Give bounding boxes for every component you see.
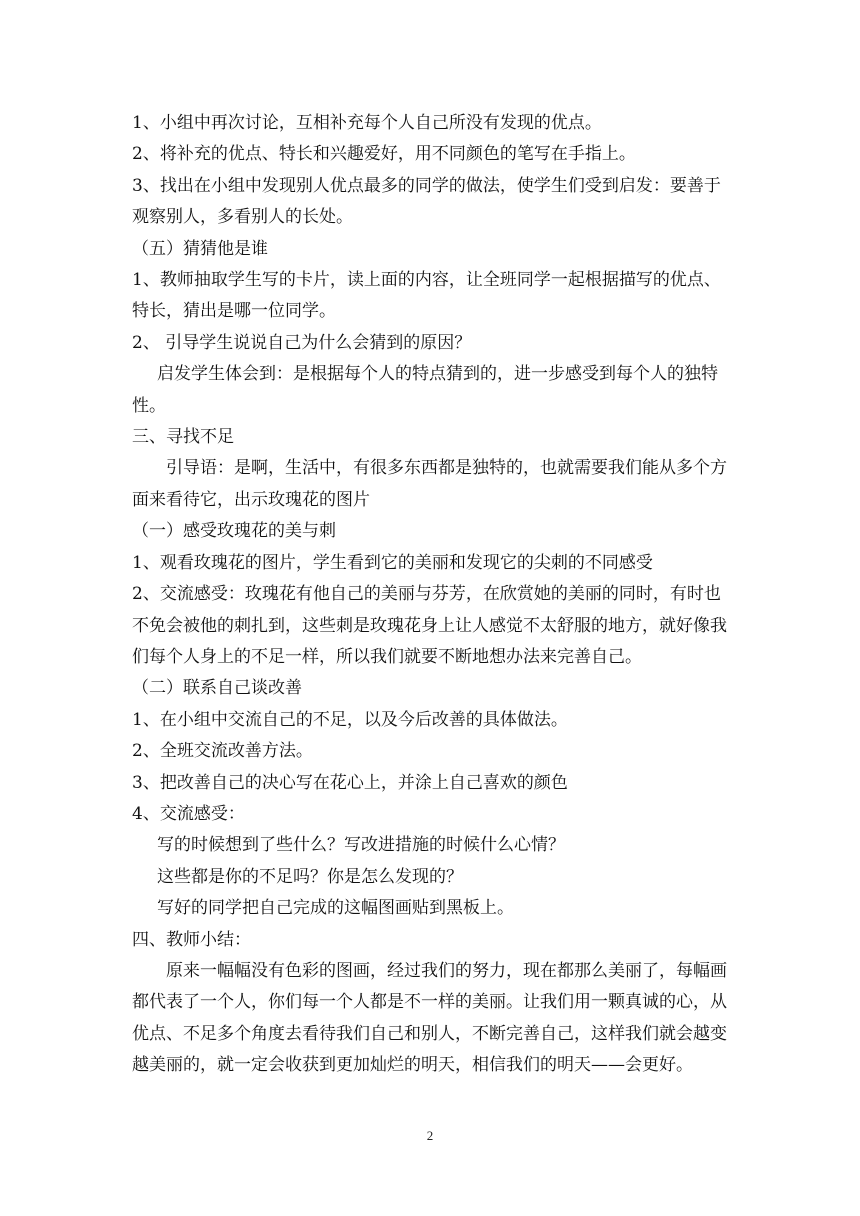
text-line: 优点、不足多个角度去看待我们自己和别人，不断完善自己，这样我们就会越变 bbox=[132, 1023, 727, 1044]
text-line: 1、小组中再次讨论，互相补充每个人自己所没有发现的优点。 bbox=[132, 113, 602, 133]
text-line: 原来一幅幅没有色彩的图画，经过我们的努力，现在都那么美丽了，每幅画 bbox=[166, 960, 727, 981]
section-heading: （一）感受玫瑰花的美与刺 bbox=[132, 521, 336, 542]
text-line: 观察别人，多看别人的长处。 bbox=[132, 207, 353, 228]
text-line: 性。 bbox=[132, 395, 166, 416]
section-heading: （五）猜猜他是谁 bbox=[132, 238, 268, 259]
text-line: 4、交流感受： bbox=[132, 803, 245, 824]
text-line: 3、找出在小组中发现别人优点最多的同学的做法，使学生们受到启发：要善于 bbox=[132, 175, 721, 196]
text-line: 1、在小组中交流自己的不足，以及今后改善的具体做法。 bbox=[132, 709, 568, 730]
page-number: 2 bbox=[426, 1128, 434, 1143]
text-line: 越美丽的，就一定会收获到更加灿烂的明天，相信我们的明天——会更好。 bbox=[132, 1055, 693, 1076]
section-heading: 四、教师小结： bbox=[132, 929, 251, 950]
text-line: 写好的同学把自己完成的这幅图画贴到黑板上。 bbox=[157, 898, 514, 919]
text-line: 引导语：是啊，生活中，有很多东西都是独特的，也就需要我们能从多个方 bbox=[166, 458, 727, 479]
text-line: 这些都是你的不足吗？你是怎么发现的？ bbox=[157, 866, 463, 887]
text-line: 不免会被他的刺扎到，这些刺是玫瑰花身上让人感觉不太舒服的地方，就好像我 bbox=[132, 615, 727, 636]
text-line: 们每个人身上的不足一样，所以我们就要不断地想办法来完善自己。 bbox=[132, 646, 642, 667]
text-line: 写的时候想到了些什么？写改进措施的时候什么心情？ bbox=[157, 835, 565, 856]
text-line: 1、教师抽取学生写的卡片，读上面的内容，让全班同学一起根据描写的优点、 bbox=[132, 270, 721, 291]
text-line: 2、将补充的优点、特长和兴趣爱好，用不同颜色的笔写在手指上。 bbox=[132, 144, 636, 165]
section-heading: 三、寻找不足 bbox=[132, 427, 234, 448]
text-line: 面来看待它，出示玫瑰花的图片 bbox=[132, 489, 370, 510]
text-line: 2、交流感受：玫瑰花有他自己的美丽与芬芳，在欣赏她的美丽的同时，有时也 bbox=[132, 584, 721, 605]
text-line: 启发学生体会到：是根据每个人的特点猜到的，进一步感受到每个人的独特 bbox=[157, 364, 718, 385]
text-line: 3、把改善自己的决心写在花心上，并涂上自己喜欢的颜色 bbox=[132, 772, 568, 793]
text-line: 特长，猜出是哪一位同学。 bbox=[132, 301, 336, 322]
text-line: 2、 引导学生说说自己为什么会猜到的原因？ bbox=[132, 332, 472, 353]
text-line: 2、全班交流改善方法。 bbox=[132, 741, 313, 762]
text-line: 1、观看玫瑰花的图片，学生看到它的美丽和发现它的尖刺的不同感受 bbox=[132, 552, 653, 573]
section-heading: （二）联系自己谈改善 bbox=[132, 678, 302, 699]
text-line: 都代表了一个人，你们每一个人都是不一样的美丽。让我们用一颗真诚的心，从 bbox=[132, 992, 727, 1013]
document-body bbox=[132, 108, 742, 1082]
